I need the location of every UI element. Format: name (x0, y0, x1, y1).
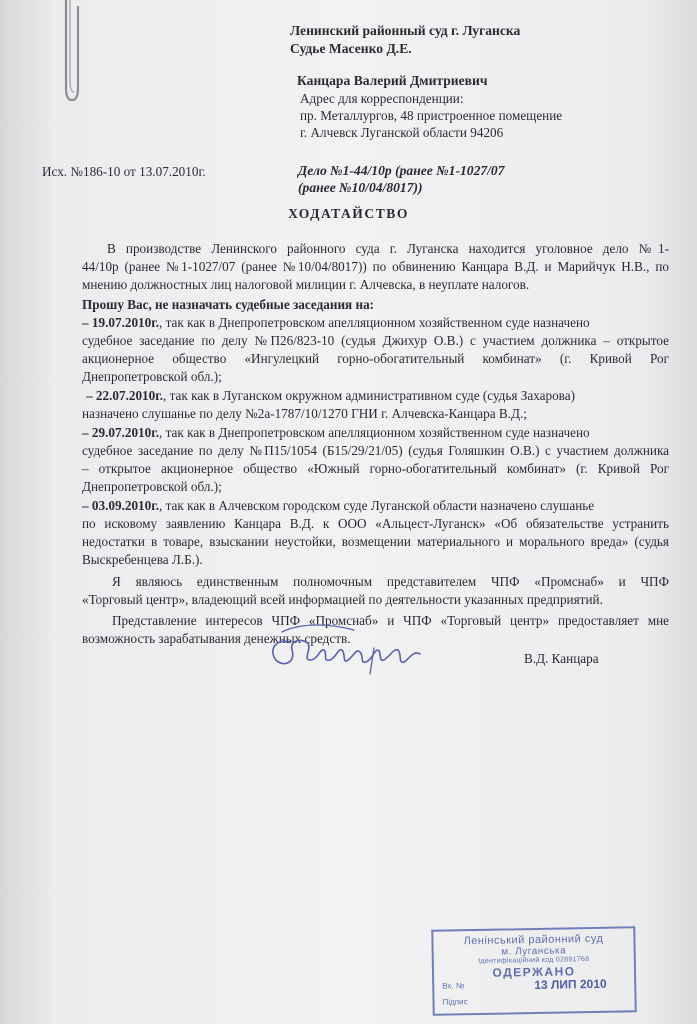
judge-name: Судье Масенко Д.Е. (290, 41, 412, 56)
item-2-first-text: , так как в Луганском окружном административном суде (судья Захарова) (163, 388, 575, 403)
item-4-date: – 03.09.2010г. (82, 498, 160, 513)
received-stamp (431, 926, 636, 1016)
para2-line-1: Я являюсь единственным полномочным представителем ЧПФ «Промснаб» и ЧПФ (112, 574, 669, 589)
stamp-in-number-label: Вх. № (442, 981, 465, 991)
item-3-line-2: судебное заседание по делу №П15/1054 (Б15/29/21/05) (судья Голяшкин О.В.) с участием должника (82, 443, 669, 458)
item-4-first-line (82, 497, 669, 515)
sender-name: Канцара Валерий Дмитриевич (297, 73, 488, 88)
item-1-line-3: акционерное общество «Ингулецкий горно-обогатительный комбинат» (г. Кривой Рог (82, 351, 669, 366)
document-title: ХОДАТАЙСТВО (288, 206, 409, 221)
item-3-first-text: , так как в Днепропетровском апелляционном хозяйственном суде назначено (159, 425, 590, 440)
stamp-received-label: ОДЕРЖАНО (492, 964, 576, 980)
address-line-1: пр. Металлургов, 48 пристроенное помещение (300, 108, 563, 123)
item-2-first-line (86, 387, 669, 405)
item-2-line-2: назначено слушанье по делу №2а-1787/10/1270 ГНИ г. Алчевска-Канцара В.Д.; (82, 406, 527, 421)
case-number-line-1: Дело №1-44/10р (ранее №1-1027/07 (298, 163, 505, 178)
item-3-first-line (82, 424, 669, 442)
intro-line-2: 44/10р (ранее №1-1027/07 (ранее №10/04/8017)) по обвинению Канцара В.Д. и Марийчук Н.В., по (82, 259, 669, 274)
intro-line-1: В производстве Ленинского районного суда г. Луганска находится уголовное дело №1- (107, 241, 669, 256)
intro-line-3: мнению должностных лиц налоговой милиции г. Алчевска, в неуплате налогов. (82, 277, 530, 292)
item-1-line-2: судебное заседание по делу №П26/823-10 (судья Джихур О.В.) с участием должника – открытое (82, 333, 669, 348)
item-4-first-text: , так как в Алчевском городском суде Луганской области назначено слушанье (159, 498, 595, 513)
item-1-first-line (82, 314, 669, 332)
item-4-line-4: Выскребенцева Л.Б.). (82, 552, 203, 567)
stamp-code-line: Ідентифікаційний код 02891768 (478, 956, 590, 965)
handwritten-signature (262, 620, 432, 678)
stamp-sign-label: Підпис (442, 997, 468, 1007)
address-line-2: г. Алчевск Луганской области 94206 (300, 125, 504, 140)
item-1-date: – 19.07.2010г. (82, 315, 160, 330)
item-2-date: – 22.07.2010г. (86, 388, 164, 403)
item-3-date: – 29.07.2010г. (82, 425, 160, 440)
stamp-city-line: м. Луганська (501, 945, 567, 958)
paper-clip-icon (60, 0, 82, 104)
address-label: Адрес для корреспонденции: (300, 91, 464, 106)
item-3-line-4: Днепропетровской обл.); (82, 479, 222, 494)
stamp-court-line: Ленінський районний суд (463, 932, 604, 948)
case-number-line-2: (ранее №10/04/8017)) (298, 180, 423, 195)
outgoing-number: Исх. №186-10 от 13.07.2010г. (42, 164, 206, 179)
request-heading: Прошу Вас, не назначать судебные заседания на: (82, 297, 375, 312)
stamp-date: 13 ЛИП 2010 (534, 976, 607, 992)
para3-line-2: возможность зарабатывания денежных средств. (82, 631, 351, 646)
court-name: Ленинский районный суд г. Луганска (290, 23, 521, 38)
item-1-first-text: , так как в Днепропетровском апелляционном хозяйственном суде назначено (159, 315, 590, 330)
para2-line-2: «Торговый центр», владеющий всей информацией по деятельности указанных предприятий. (82, 592, 603, 607)
item-4-line-2: по исковому заявлению Канцара В.Д. к ООО «Альцест-Луганск» «Об обязательстве устранить (82, 516, 669, 531)
item-3-line-3: – открытое акционерное общество «Южный горно-обогатительный комбинат» (г. Кривой Рог (82, 461, 669, 476)
signatory-name: В.Д. Канцара (524, 651, 599, 666)
item-4-line-3: недостатки в товаре, взыскании неустойки, возмещении материального и морального вреда» (судья (82, 534, 669, 549)
item-1-line-4: Днепропетровской обл.); (82, 369, 222, 384)
para3-line-1: Представление интересов ЧПФ «Промснаб» и ЧПФ «Торговый центр» предоставляет мне (112, 613, 669, 628)
